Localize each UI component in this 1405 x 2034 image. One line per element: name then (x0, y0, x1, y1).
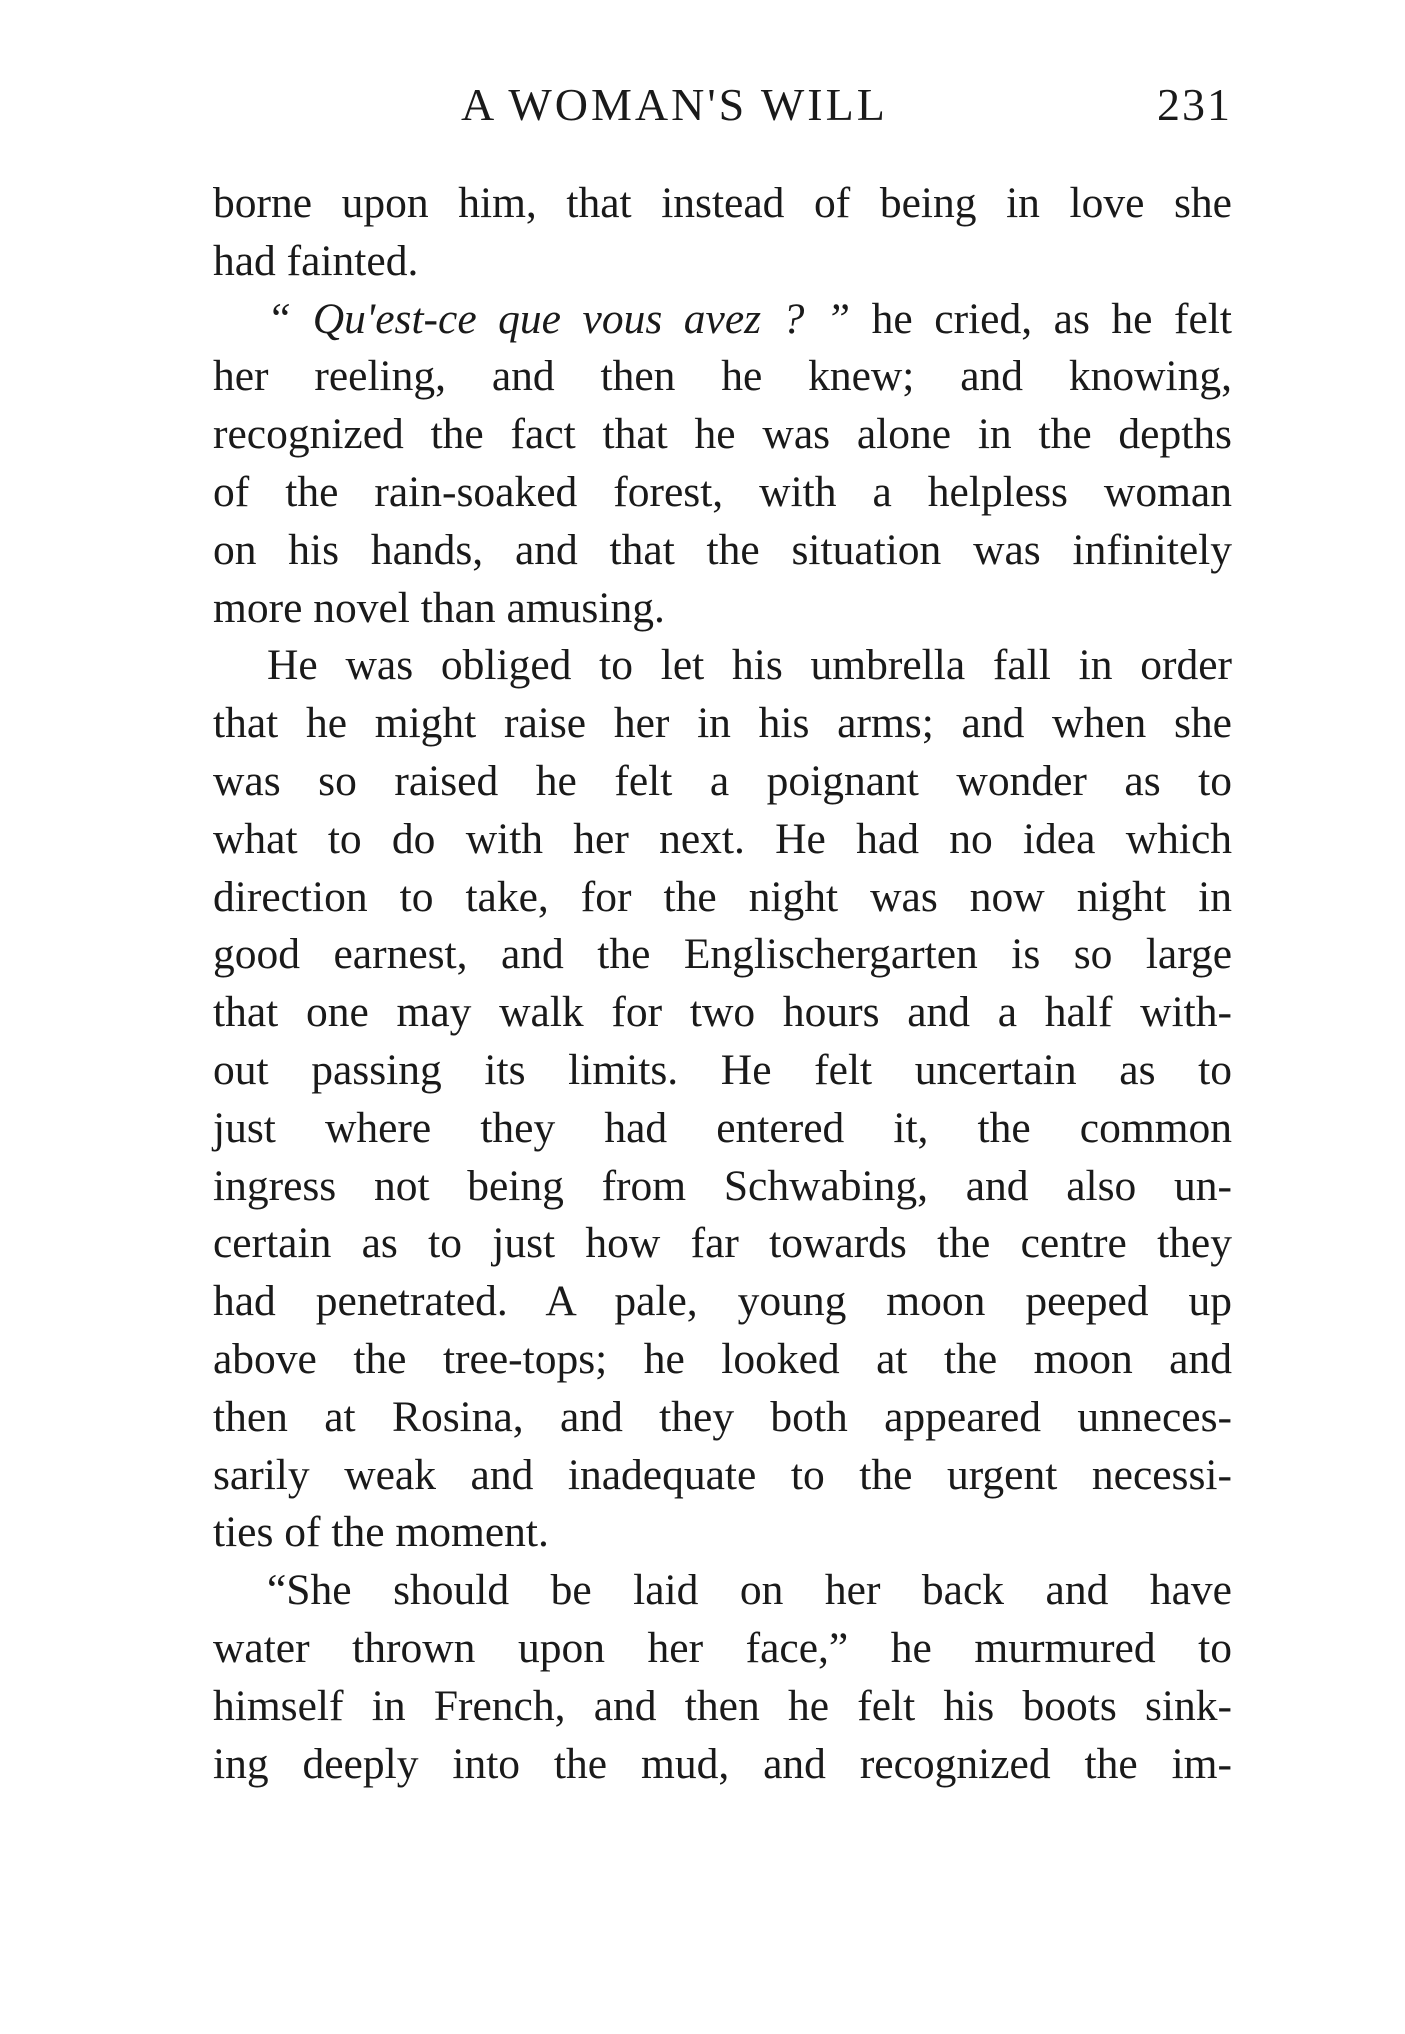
line-text: had fainted. (213, 236, 419, 285)
italic-phrase: “ Qu'est-ce que vous avez ? ” (267, 294, 851, 343)
text-line (213, 1273, 1232, 1331)
line-text: of the rain-soaked forest, with a helpless woman (213, 467, 1232, 516)
text-line (213, 1215, 1232, 1273)
text-line (213, 464, 1232, 522)
line-text: her reeling, and then he knew; and knowing, (213, 352, 1232, 401)
line-text: he cried, as he felt (850, 294, 1232, 343)
body-text (213, 175, 1232, 1793)
line-text: that he might raise her in his arms; and when she (213, 699, 1232, 748)
line-text: ties of the moment. (213, 1508, 549, 1557)
text-line (213, 1100, 1232, 1158)
line-text: then at Rosina, and they both appeared unneces- (213, 1392, 1232, 1441)
text-line (213, 348, 1232, 406)
line-text: borne upon him, that instead of being in love she (213, 179, 1232, 227)
line-text: above the tree-tops; he looked at the moon and (213, 1334, 1232, 1383)
text-line (213, 1620, 1232, 1678)
text-line (213, 811, 1232, 869)
text-line (213, 233, 1232, 291)
text-line (213, 1331, 1232, 1389)
text-line (213, 1562, 1232, 1620)
line-text: more novel than amusing. (213, 583, 665, 632)
line-text: certain as to just how far towards the centre they (213, 1219, 1232, 1268)
text-line (213, 695, 1232, 753)
text-line (213, 1504, 1232, 1562)
line-text: just where they had entered it, the common (213, 1103, 1232, 1152)
text-line (213, 984, 1232, 1042)
text-line (213, 522, 1232, 580)
page-header (213, 78, 1232, 148)
line-text: “She should be laid on her back and have (267, 1566, 1232, 1615)
line-text: direction to take, for the night was now night in (213, 872, 1232, 921)
line-text: He was obliged to let his umbrella fall in order (267, 641, 1232, 690)
text-line (213, 1042, 1232, 1100)
line-text: ingress not being from Schwabing, and also un- (213, 1161, 1232, 1210)
page-number: 231 (1157, 79, 1232, 130)
text-line (213, 753, 1232, 811)
text-line (213, 1447, 1232, 1505)
line-text: good earnest, and the Englischergarten is so large (213, 930, 1232, 979)
text-line (213, 637, 1232, 695)
text-line (213, 1158, 1232, 1216)
line-text: what to do with her next. He had no idea which (213, 814, 1232, 863)
line-text: had penetrated. A pale, young moon peeped up (213, 1277, 1232, 1326)
text-line (213, 1678, 1232, 1736)
text-line (213, 580, 1232, 638)
line-text: that one may walk for two hours and a half with- (213, 988, 1232, 1037)
line-text: water thrown upon her face,” he murmured to (213, 1623, 1232, 1672)
text-line (213, 175, 1232, 233)
text-line (213, 1736, 1232, 1794)
line-text: on his hands, and that the situation was infinitely (213, 525, 1232, 574)
line-text: out passing its limits. He felt uncertain as to (213, 1045, 1232, 1094)
line-text: ing deeply into the mud, and recognized the im- (213, 1739, 1232, 1788)
text-line (213, 291, 1232, 349)
text-line (213, 406, 1232, 464)
text-line (213, 869, 1232, 927)
line-text: himself in French, and then he felt his boots sink- (213, 1681, 1232, 1730)
line-text: recognized the fact that he was alone in the depths (213, 410, 1232, 459)
line-text: was so raised he felt a poignant wonder as to (213, 756, 1232, 805)
text-line (213, 1389, 1232, 1447)
line-text: sarily weak and inadequate to the urgent necessi- (213, 1450, 1232, 1499)
running-title: A WOMAN'S WILL (461, 79, 888, 130)
text-line (213, 926, 1232, 984)
